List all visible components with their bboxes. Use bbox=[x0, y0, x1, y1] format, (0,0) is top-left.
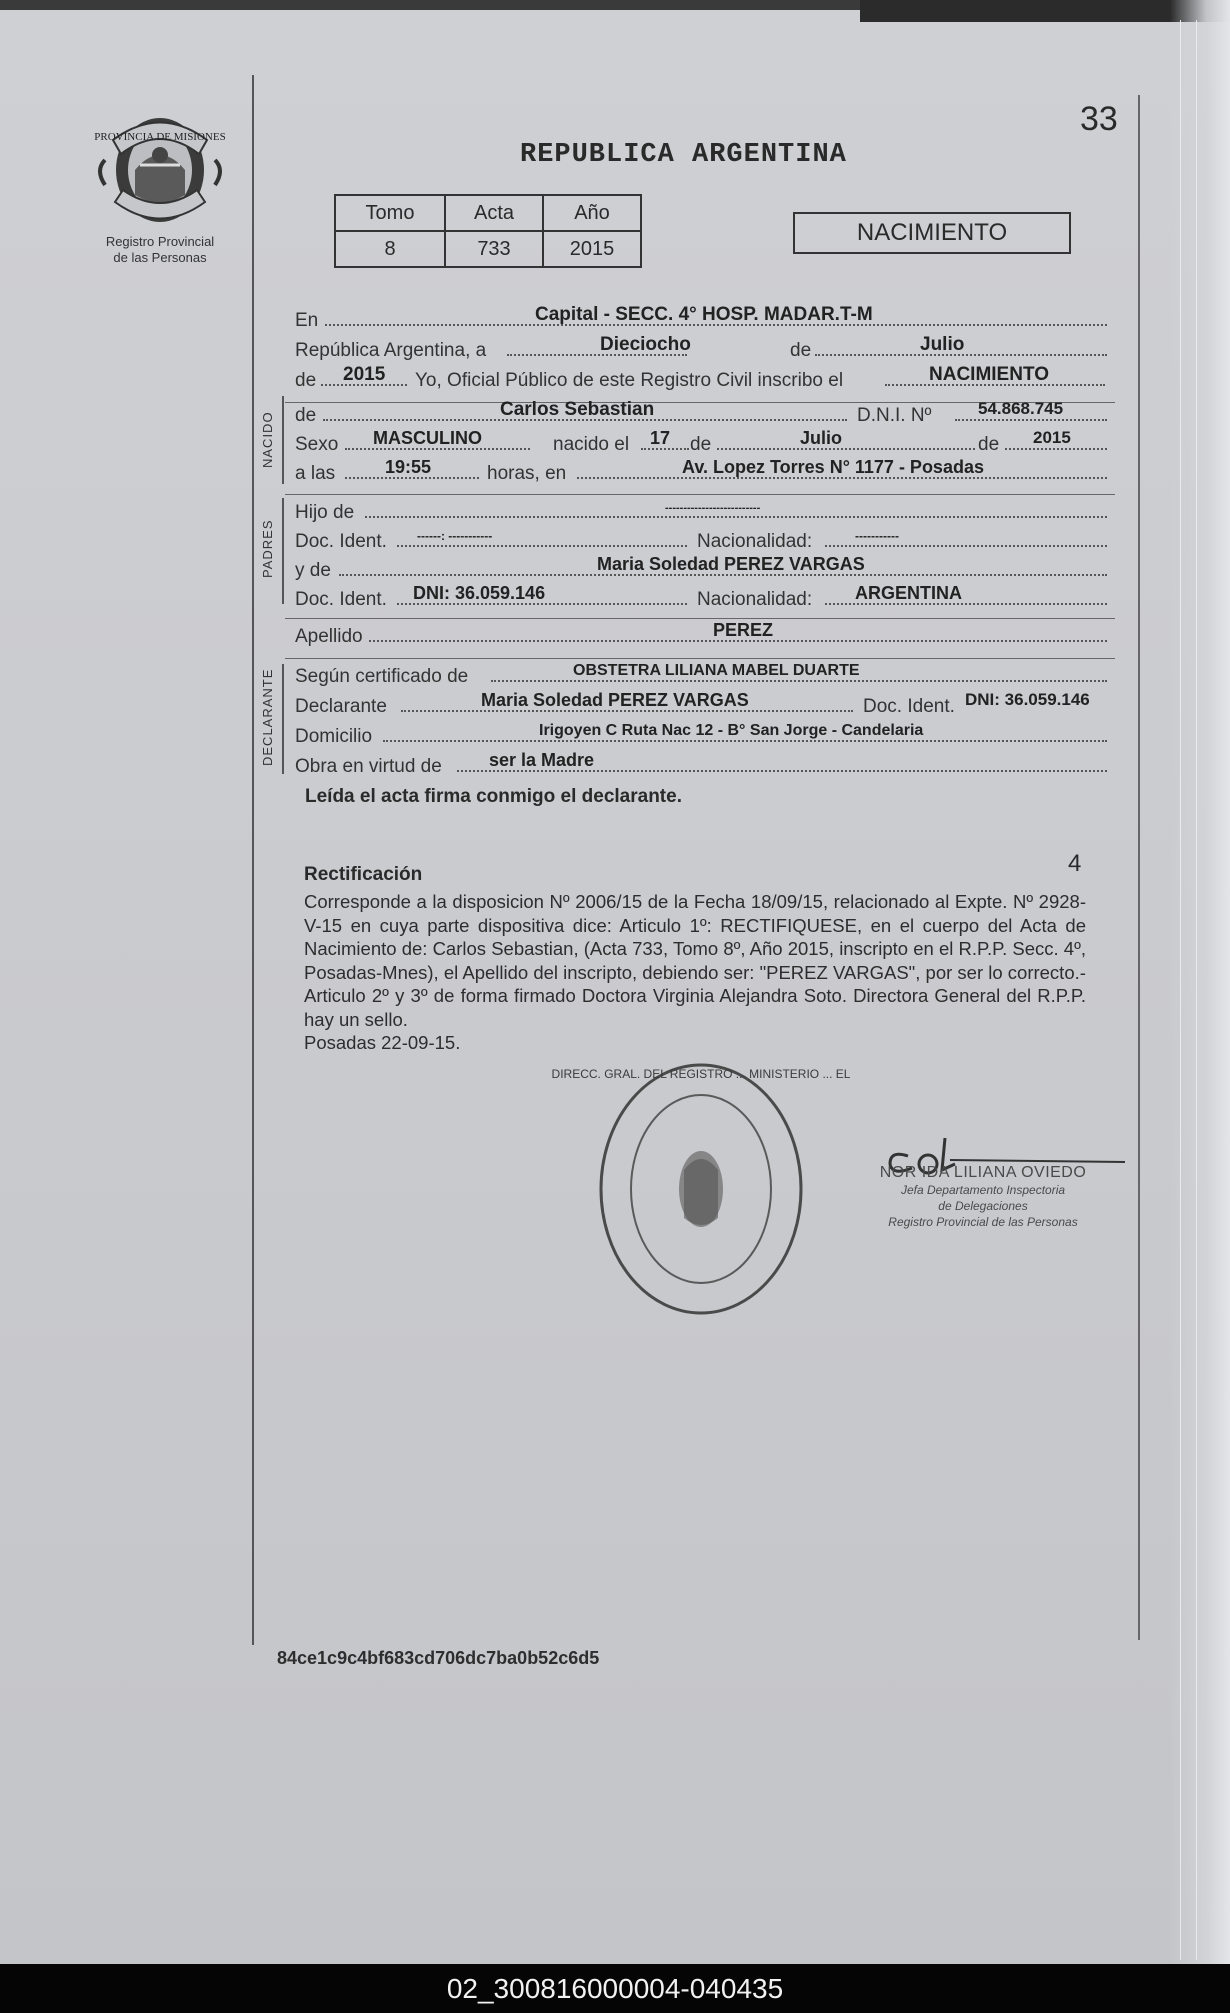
padres-bar bbox=[282, 498, 284, 604]
official-seal-icon bbox=[551, 1058, 851, 1320]
act-line-anio bbox=[295, 364, 1115, 400]
padre-doc-label: Doc. Ident. bbox=[295, 531, 387, 552]
leida-statement: Leída el acta firma conmigo el declarante. bbox=[305, 786, 682, 807]
apellido-line bbox=[295, 620, 1115, 656]
registry-value-acta: 733 bbox=[445, 231, 543, 267]
declarante-section-label: DECLARANTE bbox=[260, 668, 275, 766]
act-lugar: Capital - SECC. 4° HOSP. MADAR.T-M bbox=[535, 304, 873, 325]
dotted-line bbox=[1005, 448, 1107, 450]
republica-label: República Argentina, a bbox=[295, 340, 487, 361]
padre-nac-label: Nacionalidad: bbox=[697, 531, 813, 552]
oficial-text: Yo, Oficial Público de este Registro Civil inscribo el bbox=[415, 370, 844, 391]
nacido-mes: Julio bbox=[800, 428, 843, 448]
cert-label: Según certificado de bbox=[295, 666, 469, 687]
act-anio: 2015 bbox=[343, 364, 386, 385]
act-mes: Julio bbox=[920, 334, 965, 355]
dotted-line bbox=[825, 545, 1107, 547]
madre-nombre: Maria Soledad PEREZ VARGAS bbox=[597, 554, 865, 574]
apellido-value: PEREZ bbox=[713, 620, 774, 640]
act-dia: Dieciocho bbox=[600, 334, 691, 355]
padres-line-madre-doc bbox=[295, 583, 1115, 619]
registry-header-acta: Acta bbox=[445, 195, 543, 231]
left-margin-line bbox=[252, 75, 254, 1645]
dom-label: Domicilio bbox=[295, 726, 373, 747]
registry-header-anio: Año bbox=[543, 195, 641, 231]
registry-value-tomo: 8 bbox=[335, 231, 445, 267]
apellido-label: Apellido bbox=[295, 626, 363, 647]
declarante-cert: OBSTETRA LILIANA MABEL DUARTE bbox=[573, 662, 860, 679]
signature-title-2: de Delegaciones bbox=[938, 1199, 1028, 1213]
nacido-de-label: de bbox=[295, 405, 317, 426]
page-edge-line bbox=[1180, 20, 1181, 1960]
declarante-line-obra bbox=[295, 750, 1115, 786]
signature-title-3: Registro Provincial de las Personas bbox=[888, 1215, 1078, 1229]
dotted-line bbox=[383, 740, 1107, 742]
declarante-bar bbox=[282, 664, 284, 774]
dotted-line bbox=[365, 516, 1107, 518]
page-edge-shadow bbox=[1170, 0, 1230, 1964]
madre-doc-label: Doc. Ident. bbox=[295, 589, 387, 610]
act-line-en bbox=[295, 304, 1115, 340]
nacido-de-label3: de bbox=[978, 434, 1000, 455]
madre-nacionalidad: ARGENTINA bbox=[855, 583, 962, 603]
section-rule bbox=[285, 658, 1115, 659]
anio-label: de bbox=[295, 370, 317, 391]
rectificacion-body bbox=[304, 890, 1086, 1055]
decl-doc-label: Doc. Ident. bbox=[863, 696, 955, 717]
registry-table bbox=[334, 194, 642, 268]
section-rule bbox=[285, 618, 1115, 619]
registry-header-tomo: Tomo bbox=[335, 195, 445, 231]
nacido-bar bbox=[282, 396, 284, 484]
madre-nac-label: Nacionalidad: bbox=[697, 589, 813, 610]
emblem-ring-text: PROVINCIA DE MISIONES bbox=[94, 131, 226, 143]
nacido-el-label: nacido el bbox=[553, 434, 630, 455]
country-heading: REPUBLICA ARGENTINA bbox=[520, 140, 847, 170]
nacido-hora: 19:55 bbox=[385, 457, 432, 477]
registry-value-anio: 2015 bbox=[543, 231, 641, 267]
nacido-section-label: NACIDO bbox=[260, 411, 275, 468]
padre-nombre: -------------------------- bbox=[665, 502, 761, 514]
obra-label: Obra en virtud de bbox=[295, 756, 442, 777]
nacido-dni: 54.868.745 bbox=[978, 399, 1064, 418]
scan-file-id: 02_300816000004-040435 bbox=[0, 1964, 1230, 2013]
en-label: En bbox=[295, 310, 319, 331]
nacido-nombre: Carlos Sebastian bbox=[500, 399, 655, 420]
declarante-domicilio: Irigoyen C Ruta Nac 12 - B° San Jorge - Candelaria bbox=[539, 722, 924, 739]
dotted-line bbox=[491, 680, 1107, 682]
declarante-obra: ser la Madre bbox=[489, 750, 595, 770]
padres-line-hijo bbox=[295, 502, 1115, 532]
page-edge-line bbox=[1196, 20, 1197, 1960]
signature-title-1: Jefa Departamento Inspectoria bbox=[900, 1183, 1066, 1197]
yde-label: y de bbox=[295, 560, 331, 581]
act-tipo: NACIMIENTO bbox=[929, 364, 1049, 385]
rectificacion-paragraph-3: Posadas 22-09-15. bbox=[304, 1032, 461, 1053]
section-rule bbox=[285, 494, 1115, 495]
rectificacion-paragraph-2: Articulo 2º y 3º de forma firmado Doctora Virginia Alejandra Soto. Directora General del R.P.P. hay un sello. bbox=[304, 985, 1086, 1030]
registry-value-row bbox=[335, 231, 641, 267]
seal-ring-text: DIRECC. GRAL. DEL REGISTRO ... MINISTERIO ... EL bbox=[551, 1067, 851, 1081]
declarante-doc: DNI: 36.059.146 bbox=[965, 690, 1090, 709]
nacido-dia: 17 bbox=[650, 428, 671, 448]
rectificacion-title: Rectificación bbox=[304, 864, 423, 885]
signature-block bbox=[868, 1164, 1098, 1230]
right-margin-line bbox=[1138, 95, 1140, 1640]
de-label: de bbox=[790, 340, 812, 361]
dotted-line bbox=[397, 545, 687, 547]
nacido-de-label2: de bbox=[690, 434, 712, 455]
padres-section-label: PADRES bbox=[260, 519, 275, 578]
registry-header-row bbox=[335, 195, 641, 231]
rectificacion-paragraph-1: Corresponde a la disposicion Nº 2006/15 de la Fecha 18/09/15, relacionado al Expte. Nº 2928-V-15 en cuya parte dispositiva dice: Articulo 1º: RECTIFIQUESE, en el cuerpo del Acta de Nacimiento de: Carlos Sebastian, (Acta 733, Tomo 8º, Año 2015, inscripto en el R.P.P. Secc. 4º, Posadas-Mnes), el Apellido del inscripto, debiendo ser: "PEREZ VARGAS", por ser lo correcto.- bbox=[304, 891, 1086, 983]
declarante-line-dom bbox=[295, 722, 1115, 756]
hijo-label: Hijo de bbox=[295, 502, 355, 523]
misiones-emblem-icon bbox=[95, 110, 225, 235]
document-hash: 84ce1c9c4bf683cd706dc7ba0b52c6d5 bbox=[277, 1648, 600, 1668]
nacido-sexo: MASCULINO bbox=[373, 428, 482, 448]
nacido-anio: 2015 bbox=[1033, 428, 1071, 447]
signature-name: NOR IDA LILIANA OVIEDO bbox=[879, 1164, 1087, 1181]
nacido-lugar: Av. Lopez Torres N° 1177 - Posadas bbox=[682, 457, 984, 477]
declarante-nombre: Maria Soledad PEREZ VARGAS bbox=[481, 690, 749, 710]
padre-nacionalidad: ----------- bbox=[855, 529, 899, 543]
nacido-line-hora bbox=[295, 457, 1115, 493]
rectificacion-number: 4 bbox=[1068, 850, 1082, 877]
decl-label: Declarante bbox=[295, 696, 387, 717]
horas-label: horas, en bbox=[487, 463, 567, 484]
madre-doc: DNI: 36.059.146 bbox=[413, 583, 546, 603]
emblem-caption-line1: Registro Provincial bbox=[105, 234, 215, 249]
dotted-line bbox=[717, 448, 975, 450]
act-type-box: NACIMIENTO bbox=[793, 212, 1071, 254]
emblem-caption-line2: de las Personas bbox=[113, 250, 207, 265]
padre-doc: ------: ----------- bbox=[417, 529, 493, 543]
dotted-line bbox=[955, 419, 1107, 421]
dni-label: D.N.I. Nº bbox=[857, 405, 932, 426]
emblem-caption bbox=[90, 234, 230, 266]
alas-label: a las bbox=[295, 463, 336, 484]
sexo-label: Sexo bbox=[295, 434, 339, 455]
page-number: 33 bbox=[1080, 100, 1118, 138]
